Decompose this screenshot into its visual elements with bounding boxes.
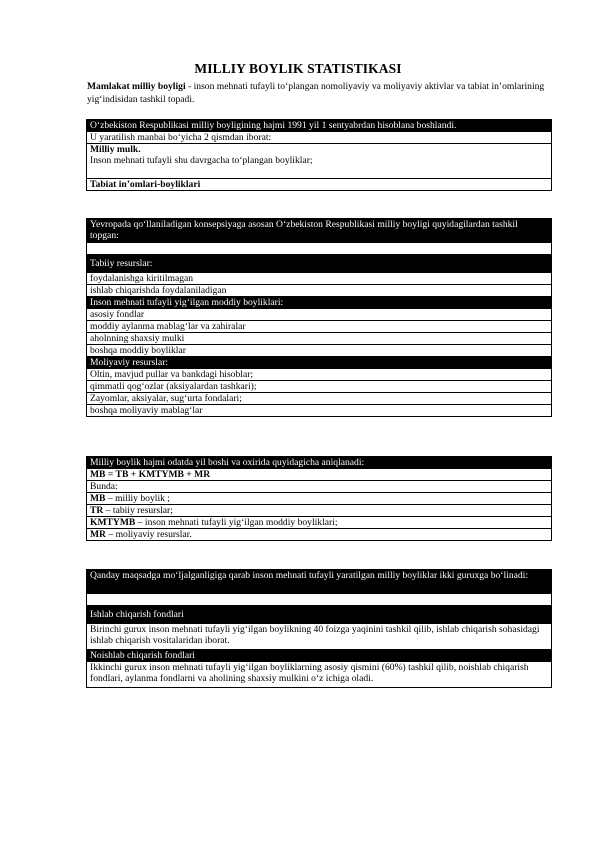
financial-item: Oltin, mavjud pullar va bankdagi hisoblar;	[87, 369, 552, 381]
intro-paragraph	[87, 80, 552, 106]
formula-definition	[87, 517, 552, 529]
formula-definition	[87, 505, 552, 517]
production-funds-header: Ishlab chiqarish fondlari	[87, 606, 552, 624]
natural-resources-header: Tabiiy resurslar:	[87, 255, 552, 273]
tangible-item: asosiy fondlar	[87, 309, 552, 321]
block1-row-national-property	[87, 144, 552, 179]
definition-abbr: KMTYMB	[90, 517, 136, 528]
natural-item: foydalanishga kiritilmagan	[87, 273, 552, 285]
page-title: MILLIY BOYLIK STATISTIKASI	[194, 61, 402, 76]
block2-spacer	[87, 243, 552, 255]
definition-abbr: TR	[90, 505, 104, 516]
wealth-composition-table	[86, 218, 552, 417]
block1-header: O‘zbekiston Respublikasi milliy boyligining hajmi 1991 yil 1 sentyabrdan hisoblana boshlandi.	[87, 120, 552, 132]
national-property-title: Milliy mulk.	[90, 144, 141, 155]
definition-text: – inson mehnati tufayli yig‘ilgan moddiy boyliklari;	[135, 517, 338, 528]
non-production-funds-text: Ikkinchi gurux inson mehnati tufayli yig‘ilgan boyliklarning asosiy qismini (60%) tashkil qilib, noishlab chiqarish fondlari, aylanma fondlarni va aholining shaxsiy mulkini o‘z ichiga oladi.	[87, 662, 552, 688]
definition-text: – moliyaviy resurslar.	[105, 529, 192, 540]
block1-row-nature-gifts: Tabiat in’omlari-boyliklari	[87, 179, 552, 191]
tangible-item: boshqa moddiy boyliklar	[87, 345, 552, 357]
wealth-history-table	[86, 119, 552, 191]
wealth-groups-table	[86, 569, 552, 688]
tangible-item: moddiy aylanma mablag‘lar va zahiralar	[87, 321, 552, 333]
formula-definition	[87, 529, 552, 541]
block2-header: Yevropada qo‘llaniladigan konsepsiyaga asosan O‘zbekiston Respublikasi milliy boyligi quyidagilardan tashkil topgan:	[87, 219, 552, 243]
financial-item: qimmatli qog‘ozlar (aksiyalardan tashkari);	[87, 381, 552, 393]
intro-term: Mamlakat milliy boyligi	[87, 81, 186, 92]
block4-header: Qanday maqsadga mo‘ljalganligiga qarab inson mehnati tufayli yaratilgan milliy boyliklar ikki guruxga bo‘linadi:	[87, 570, 552, 594]
definition-abbr: MB	[90, 493, 106, 504]
natural-item: ishlab chiqarishda foydalaniladigan	[87, 285, 552, 297]
block4-spacer	[87, 594, 552, 606]
financial-item: Zayomlar, aksiyalar, sug‘urta fondalari;	[87, 393, 552, 405]
block1-row-sources: U yaratilish manbai bo‘yicha 2 qismdan iborat:	[87, 132, 552, 144]
formula-definition	[87, 493, 552, 505]
intro-text: - inson mehnati tufayli to‘plangan nomoliyaviy va moliyaviy aktivlar va tabiat in’omlarining yig‘indisidan tashkil topadi.	[87, 81, 545, 105]
block3-header: Milliy boylik hajmi odatda yil boshi va oxirida quyidagicha aniqlanadi:	[87, 457, 552, 469]
financial-resources-header: Moliyaviy resurslar:	[87, 357, 552, 369]
wealth-formula-table	[86, 456, 552, 541]
definition-abbr: MR	[90, 529, 106, 540]
tangible-wealth-header: Inson mehnati tufayli yig‘ilgan moddiy boyliklari:	[87, 297, 552, 309]
production-funds-text: Birinchi gurux inson mehnati tufayli yig‘ilgan boylikning 40 foizga yaqinini tashkil qilib, ishlab chiqarish sohasidagi ishlab chiqarish vositalaridan iborat.	[87, 624, 552, 650]
wealth-formula: MB = TB + KMTYMB + MR	[87, 469, 552, 481]
tangible-item: aholnning shaxsiy mulki	[87, 333, 552, 345]
national-property-text: Inson mehnati tufayli shu davrgacha to‘plangan boyliklar;	[90, 155, 313, 166]
financial-item: boshqa moliyaviy mablag‘lar	[87, 405, 552, 417]
formula-bunda: Bunda:	[87, 481, 552, 493]
definition-text: – tabiiy resurslar;	[103, 505, 173, 516]
non-production-funds-header: Noishlab chiqarish fondlari	[87, 650, 552, 662]
definition-text: – milliy boylik ;	[105, 493, 170, 504]
